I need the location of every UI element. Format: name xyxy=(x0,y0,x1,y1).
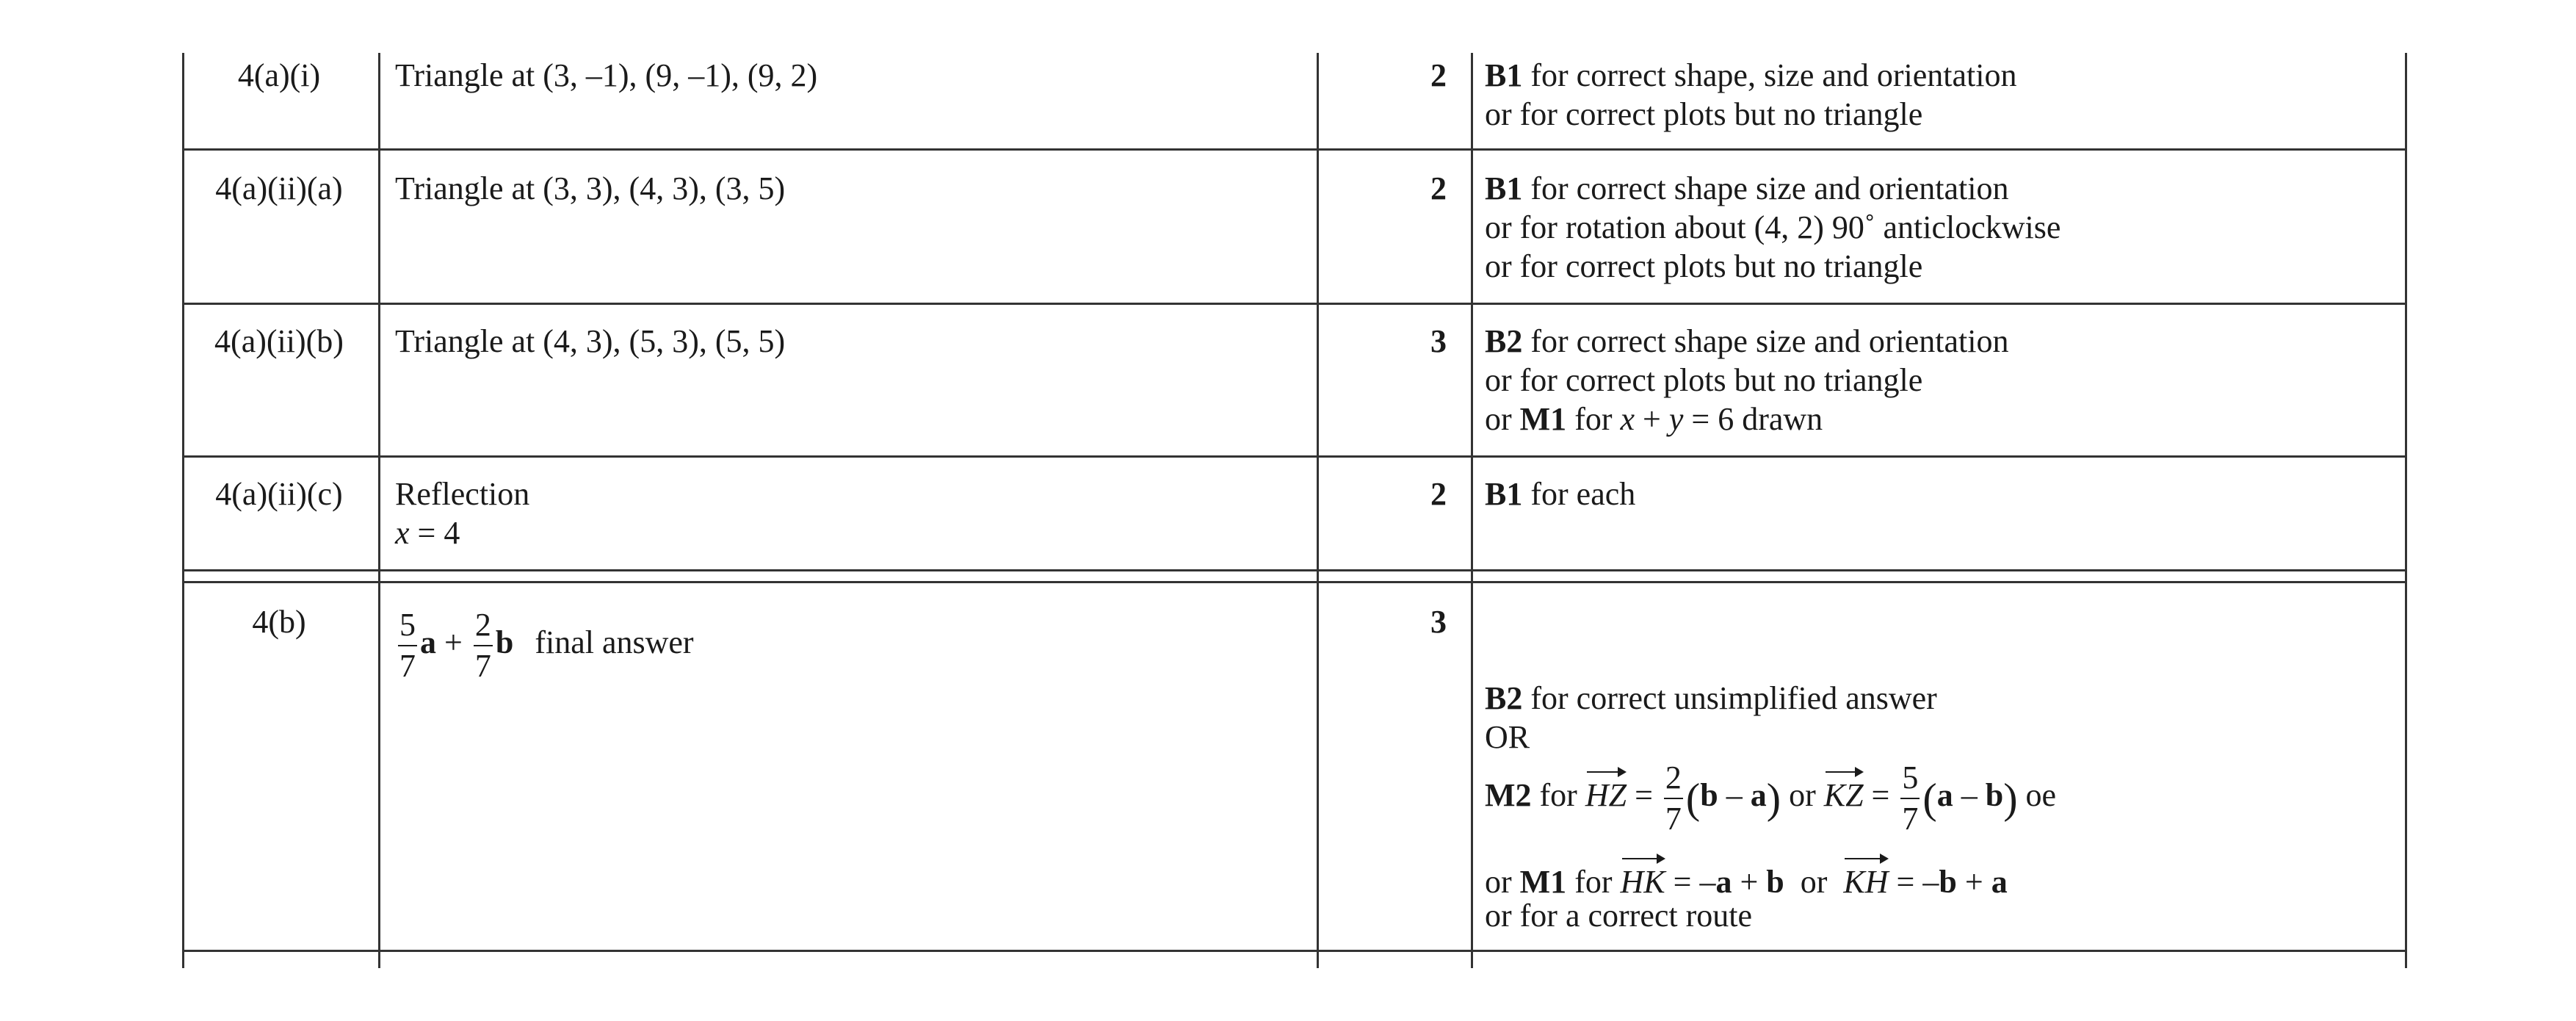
mark-code: B2 xyxy=(1485,323,1523,359)
note-text: or for correct plots but no triangle xyxy=(1485,96,1923,132)
note-or: OR xyxy=(1485,719,1530,755)
marks: 2 xyxy=(1430,476,1447,512)
notes xyxy=(1485,679,1937,757)
mark-code: M1 xyxy=(1519,864,1567,900)
row-divider xyxy=(182,455,2407,458)
mark-code: M2 xyxy=(1485,777,1532,814)
notes xyxy=(1485,169,2061,286)
mark-code: B1 xyxy=(1485,57,1523,93)
answer-text: Triangle at (3, 3), (4, 3), (3, 5) xyxy=(395,170,786,206)
vector-hk: HK xyxy=(1621,856,1665,901)
row-divider xyxy=(182,581,2407,583)
question-number: 4(a)(ii)(c) xyxy=(215,476,343,512)
marks: 3 xyxy=(1430,323,1447,359)
note-text: for correct shape, size and orientation xyxy=(1522,57,2017,93)
table-border-left xyxy=(182,53,184,968)
fraction: $\frac{5}{7}$ xyxy=(1902,760,1919,837)
question-number: 4(b) xyxy=(252,604,306,640)
answer-text xyxy=(395,475,529,552)
vector-kz: KZ xyxy=(1824,770,1864,815)
marks: 2 xyxy=(1430,170,1447,206)
note-text: or for rotation about (4, 2) 90˚ anticlockwise xyxy=(1485,209,2061,245)
fraction: $\frac{2}{7}$ xyxy=(474,607,491,684)
row-divider xyxy=(182,148,2407,151)
mark-code: B1 xyxy=(1485,476,1523,512)
notes xyxy=(1485,475,1635,513)
answer-text: Triangle at (3, –1), (9, –1), (9, 2) xyxy=(395,57,818,93)
note-text: for correct shape size and orientation xyxy=(1522,323,2009,359)
note-text: for correct shape size and orientation xyxy=(1522,170,2009,206)
notes xyxy=(1485,56,2017,134)
note-text: for each xyxy=(1522,476,1636,512)
question-number: 4(a)(ii)(a) xyxy=(215,170,343,206)
marks: 3 xyxy=(1430,604,1447,640)
table-border-right xyxy=(2405,53,2407,968)
note-m2-line: M2 for HZ = $\frac{2}{7}$ (b – a) or KZ = $\frac{5}{7}$ (a – b) oe xyxy=(1485,760,2057,837)
question-number: 4(a)(ii)(b) xyxy=(214,323,344,359)
vector-kh: KH xyxy=(1843,856,1888,901)
mark-code: B2 xyxy=(1485,680,1523,716)
row-divider xyxy=(182,569,2407,571)
row-divider xyxy=(182,303,2407,305)
answer-text: Triangle at (4, 3), (5, 3), (5, 5) xyxy=(395,323,786,359)
column-divider-3 xyxy=(1471,53,1473,968)
vector-hz: HZ xyxy=(1585,770,1627,815)
note-text: or for correct plots but no triangle xyxy=(1485,362,1923,398)
note-m1-line: or M1 for x + y = 6 drawn xyxy=(1485,401,1823,437)
note-text: for correct unsimplified answer xyxy=(1522,680,1937,716)
row-divider xyxy=(182,950,2407,952)
mark-code: B1 xyxy=(1485,170,1523,206)
fraction: $\frac{2}{7}$ xyxy=(1665,760,1682,837)
vector-symbol: a xyxy=(420,624,436,661)
vector-symbol: b xyxy=(495,624,514,661)
note-route: or for a correct route xyxy=(1485,898,1753,934)
answer-suffix: final answer xyxy=(535,624,694,661)
column-divider-1 xyxy=(378,53,380,968)
note-m1-line: or M1 for HK = –a + b or KH = –b + a xyxy=(1485,856,2008,901)
note-text: or for correct plots but no triangle xyxy=(1485,248,1923,284)
marks: 2 xyxy=(1430,57,1447,93)
mark-code: M1 xyxy=(1519,401,1567,437)
answer-line: Reflection xyxy=(395,476,530,512)
notes xyxy=(1485,322,2009,439)
answer-text: $\frac{5}{7}$ a + $\frac{2}{7}$ b final answer xyxy=(399,607,694,684)
question-number: 4(a)(i) xyxy=(237,57,321,93)
answer-line: x = 4 xyxy=(395,515,460,551)
fraction: $\frac{5}{7}$ xyxy=(399,607,416,684)
